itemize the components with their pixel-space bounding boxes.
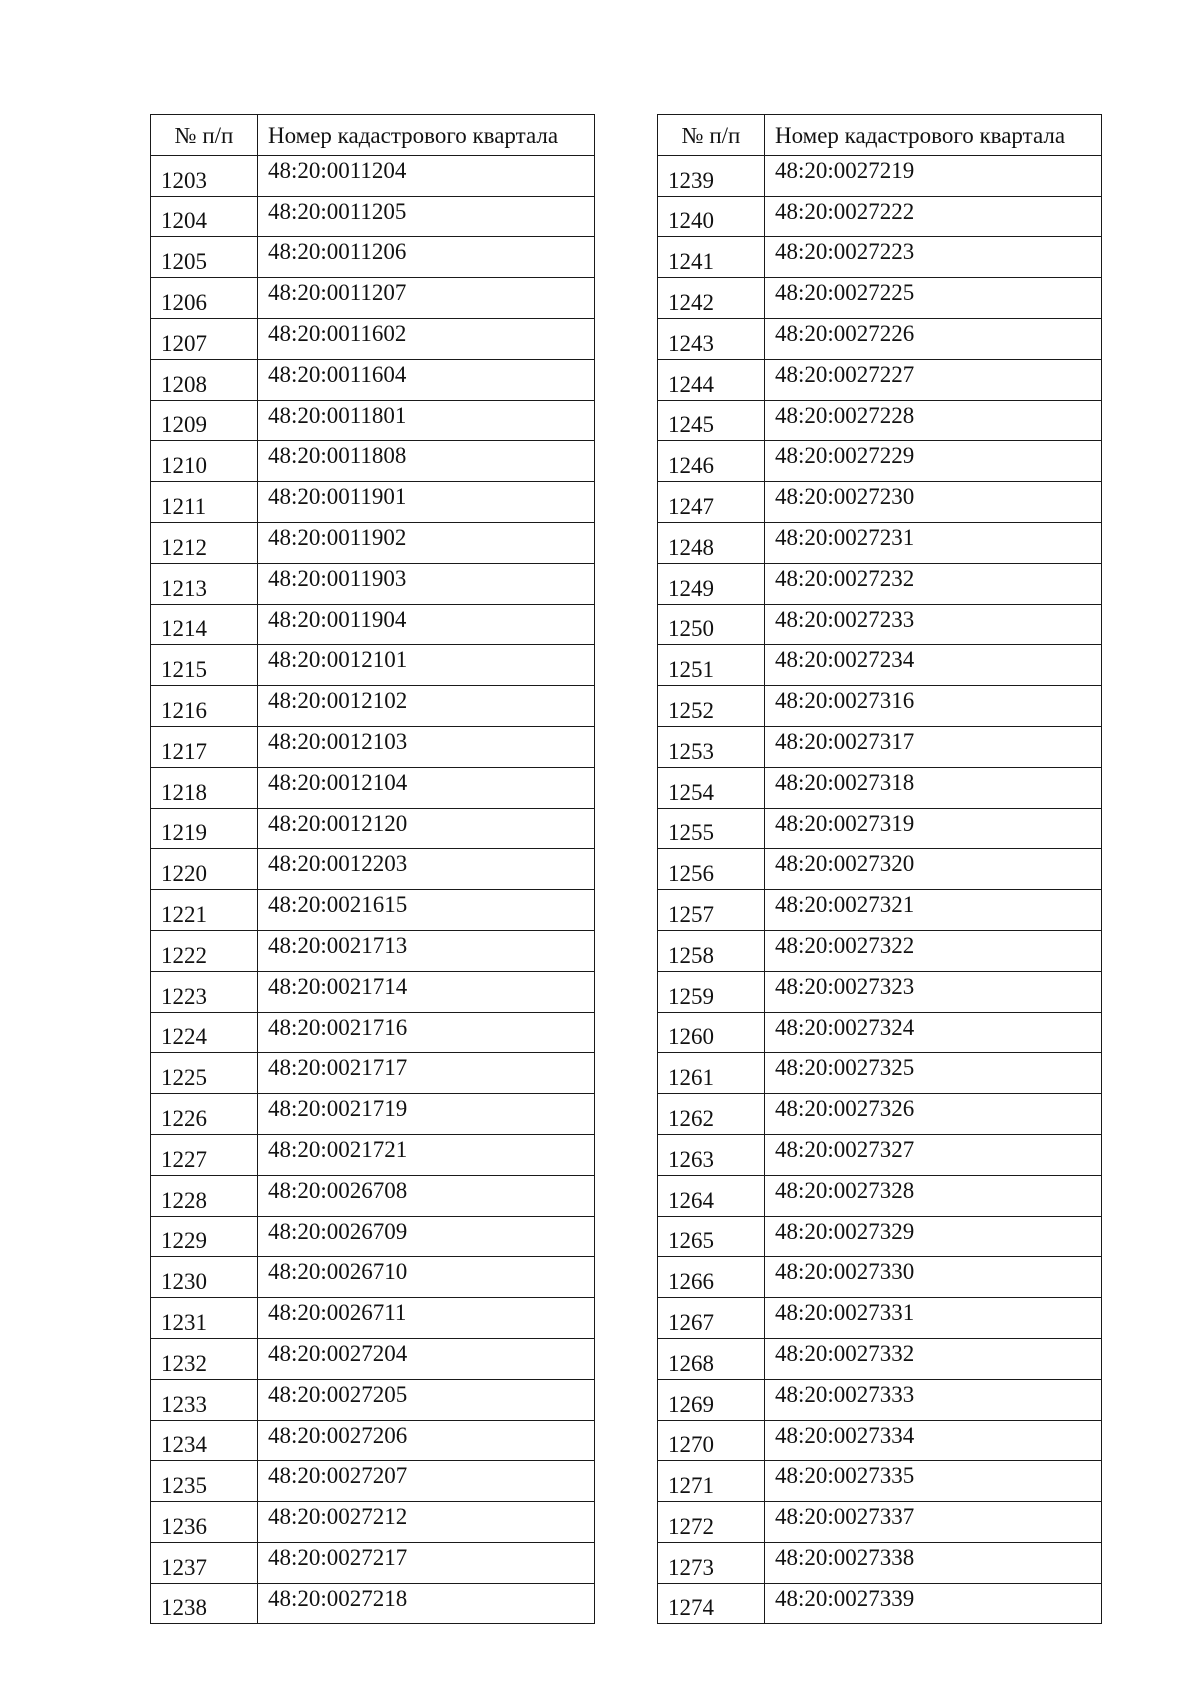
cadastral-number-cell: 48:20:0027207 bbox=[258, 1461, 595, 1502]
cadastral-number-cell: 48:20:0021717 bbox=[258, 1053, 595, 1094]
header-cadastral-quarter: Номер кадастрового квартала bbox=[765, 115, 1102, 156]
row-number-cell: 1248 bbox=[658, 522, 765, 563]
table-row bbox=[658, 1542, 1102, 1583]
header-cadastral-quarter: Номер кадастрового квартала bbox=[258, 115, 595, 156]
cadastral-number-cell: 48:20:0027334 bbox=[765, 1420, 1102, 1461]
row-number-cell: 1225 bbox=[151, 1053, 258, 1094]
table-row bbox=[658, 1216, 1102, 1257]
table-row bbox=[151, 1134, 595, 1175]
row-number-cell: 1205 bbox=[151, 237, 258, 278]
cadastral-number-cell: 48:20:0011901 bbox=[258, 482, 595, 523]
table-row bbox=[658, 1012, 1102, 1053]
row-number-cell: 1260 bbox=[658, 1012, 765, 1053]
table-row bbox=[151, 1298, 595, 1339]
row-number-cell: 1214 bbox=[151, 604, 258, 645]
cadastral-number-cell: 48:20:0027222 bbox=[765, 196, 1102, 237]
row-number-cell: 1236 bbox=[151, 1502, 258, 1543]
cadastral-number-cell: 48:20:0027332 bbox=[765, 1338, 1102, 1379]
row-number-cell: 1221 bbox=[151, 890, 258, 931]
row-number-cell: 1229 bbox=[151, 1216, 258, 1257]
cadastral-number-cell: 48:20:0027324 bbox=[765, 1012, 1102, 1053]
table-row bbox=[151, 522, 595, 563]
row-number-cell: 1250 bbox=[658, 604, 765, 645]
header-row-number: № п/п bbox=[151, 115, 258, 156]
table-row bbox=[151, 930, 595, 971]
cadastral-number-cell: 48:20:0027223 bbox=[765, 237, 1102, 278]
cadastral-number-cell: 48:20:0027227 bbox=[765, 359, 1102, 400]
table-row bbox=[658, 808, 1102, 849]
table-row bbox=[658, 726, 1102, 767]
cadastral-number-cell: 48:20:0027338 bbox=[765, 1542, 1102, 1583]
row-number-cell: 1232 bbox=[151, 1338, 258, 1379]
cadastral-number-cell: 48:20:0027231 bbox=[765, 522, 1102, 563]
row-number-cell: 1274 bbox=[658, 1583, 765, 1624]
table-row bbox=[658, 400, 1102, 441]
table-row bbox=[151, 318, 595, 359]
cadastral-number-cell: 48:20:0027320 bbox=[765, 849, 1102, 890]
cadastral-number-cell: 48:20:0027329 bbox=[765, 1216, 1102, 1257]
row-number-cell: 1261 bbox=[658, 1053, 765, 1094]
cadastral-number-cell: 48:20:0027335 bbox=[765, 1461, 1102, 1502]
row-number-cell: 1227 bbox=[151, 1134, 258, 1175]
cadastral-number-cell: 48:20:0021721 bbox=[258, 1134, 595, 1175]
row-number-cell: 1243 bbox=[658, 318, 765, 359]
cadastral-number-cell: 48:20:0021615 bbox=[258, 890, 595, 931]
row-number-cell: 1239 bbox=[658, 155, 765, 196]
table-row bbox=[658, 278, 1102, 319]
table-row bbox=[151, 1257, 595, 1298]
table-row bbox=[658, 767, 1102, 808]
row-number-cell: 1222 bbox=[151, 930, 258, 971]
table-row bbox=[658, 1094, 1102, 1135]
row-number-cell: 1251 bbox=[658, 645, 765, 686]
cadastral-table-left bbox=[150, 114, 595, 1624]
table-row bbox=[151, 1461, 595, 1502]
cadastral-number-cell: 48:20:0027317 bbox=[765, 726, 1102, 767]
table-row bbox=[151, 1175, 595, 1216]
table-row bbox=[151, 1053, 595, 1094]
table-row bbox=[151, 1338, 595, 1379]
table-row bbox=[151, 278, 595, 319]
table-row bbox=[151, 359, 595, 400]
row-number-cell: 1220 bbox=[151, 849, 258, 890]
table-row bbox=[658, 890, 1102, 931]
row-number-cell: 1238 bbox=[151, 1583, 258, 1624]
row-number-cell: 1267 bbox=[658, 1298, 765, 1339]
table-row bbox=[151, 1502, 595, 1543]
table-row bbox=[658, 604, 1102, 645]
cadastral-number-cell: 48:20:0011602 bbox=[258, 318, 595, 359]
table-row bbox=[151, 1379, 595, 1420]
cadastral-number-cell: 48:20:0026709 bbox=[258, 1216, 595, 1257]
header-row-number: № п/п bbox=[658, 115, 765, 156]
row-number-cell: 1255 bbox=[658, 808, 765, 849]
cadastral-number-cell: 48:20:0011207 bbox=[258, 278, 595, 319]
row-number-cell: 1212 bbox=[151, 522, 258, 563]
cadastral-number-cell: 48:20:0021714 bbox=[258, 971, 595, 1012]
row-number-cell: 1259 bbox=[658, 971, 765, 1012]
table-row bbox=[658, 1053, 1102, 1094]
cadastral-number-cell: 48:20:0027205 bbox=[258, 1379, 595, 1420]
table-row bbox=[151, 237, 595, 278]
table-row bbox=[658, 1257, 1102, 1298]
cadastral-number-cell: 48:20:0021713 bbox=[258, 930, 595, 971]
row-number-cell: 1217 bbox=[151, 726, 258, 767]
cadastral-number-cell: 48:20:0026708 bbox=[258, 1175, 595, 1216]
cadastral-number-cell: 48:20:0027325 bbox=[765, 1053, 1102, 1094]
table-row bbox=[658, 645, 1102, 686]
row-number-cell: 1253 bbox=[658, 726, 765, 767]
row-number-cell: 1254 bbox=[658, 767, 765, 808]
row-number-cell: 1228 bbox=[151, 1175, 258, 1216]
table-row bbox=[658, 196, 1102, 237]
cadastral-number-cell: 48:20:0027330 bbox=[765, 1257, 1102, 1298]
row-number-cell: 1237 bbox=[151, 1542, 258, 1583]
row-number-cell: 1263 bbox=[658, 1134, 765, 1175]
table-row bbox=[151, 890, 595, 931]
row-number-cell: 1218 bbox=[151, 767, 258, 808]
table-row bbox=[151, 1012, 595, 1053]
row-number-cell: 1244 bbox=[658, 359, 765, 400]
cadastral-number-cell: 48:20:0012101 bbox=[258, 645, 595, 686]
row-number-cell: 1208 bbox=[151, 359, 258, 400]
row-number-cell: 1249 bbox=[658, 563, 765, 604]
cadastral-number-cell: 48:20:0011205 bbox=[258, 196, 595, 237]
cadastral-number-cell: 48:20:0027218 bbox=[258, 1583, 595, 1624]
row-number-cell: 1272 bbox=[658, 1502, 765, 1543]
table-row bbox=[658, 1420, 1102, 1461]
table-row bbox=[658, 849, 1102, 890]
cadastral-number-cell: 48:20:0021716 bbox=[258, 1012, 595, 1053]
cadastral-number-cell: 48:20:0027229 bbox=[765, 441, 1102, 482]
row-number-cell: 1206 bbox=[151, 278, 258, 319]
cadastral-number-cell: 48:20:0027333 bbox=[765, 1379, 1102, 1420]
row-number-cell: 1252 bbox=[658, 686, 765, 727]
table-row bbox=[658, 482, 1102, 523]
cadastral-number-cell: 48:20:0027232 bbox=[765, 563, 1102, 604]
row-number-cell: 1262 bbox=[658, 1094, 765, 1135]
row-number-cell: 1264 bbox=[658, 1175, 765, 1216]
cadastral-number-cell: 48:20:0011604 bbox=[258, 359, 595, 400]
cadastral-number-cell: 48:20:0027219 bbox=[765, 155, 1102, 196]
cadastral-number-cell: 48:20:0012120 bbox=[258, 808, 595, 849]
cadastral-number-cell: 48:20:0011902 bbox=[258, 522, 595, 563]
row-number-cell: 1241 bbox=[658, 237, 765, 278]
cadastral-number-cell: 48:20:0027233 bbox=[765, 604, 1102, 645]
table-row bbox=[658, 563, 1102, 604]
table-row bbox=[658, 1175, 1102, 1216]
row-number-cell: 1204 bbox=[151, 196, 258, 237]
table-row bbox=[151, 726, 595, 767]
cadastral-number-cell: 48:20:0011801 bbox=[258, 400, 595, 441]
cadastral-number-cell: 48:20:0012203 bbox=[258, 849, 595, 890]
cadastral-number-cell: 48:20:0027234 bbox=[765, 645, 1102, 686]
row-number-cell: 1210 bbox=[151, 441, 258, 482]
cadastral-number-cell: 48:20:0011206 bbox=[258, 237, 595, 278]
row-number-cell: 1269 bbox=[658, 1379, 765, 1420]
cadastral-number-cell: 48:20:0027212 bbox=[258, 1502, 595, 1543]
row-number-cell: 1268 bbox=[658, 1338, 765, 1379]
table-row bbox=[151, 155, 595, 196]
cadastral-number-cell: 48:20:0027225 bbox=[765, 278, 1102, 319]
row-number-cell: 1231 bbox=[151, 1298, 258, 1339]
table-row bbox=[151, 196, 595, 237]
table-row bbox=[151, 1420, 595, 1461]
table-row bbox=[151, 604, 595, 645]
table-row bbox=[658, 1134, 1102, 1175]
row-number-cell: 1271 bbox=[658, 1461, 765, 1502]
cadastral-number-cell: 48:20:0012103 bbox=[258, 726, 595, 767]
row-number-cell: 1265 bbox=[658, 1216, 765, 1257]
table-row bbox=[658, 237, 1102, 278]
row-number-cell: 1247 bbox=[658, 482, 765, 523]
row-number-cell: 1230 bbox=[151, 1257, 258, 1298]
table-row bbox=[151, 482, 595, 523]
cadastral-number-cell: 48:20:0027321 bbox=[765, 890, 1102, 931]
cadastral-number-cell: 48:20:0027228 bbox=[765, 400, 1102, 441]
table-row bbox=[151, 686, 595, 727]
table-row bbox=[151, 1216, 595, 1257]
row-number-cell: 1245 bbox=[658, 400, 765, 441]
cadastral-number-cell: 48:20:0012102 bbox=[258, 686, 595, 727]
cadastral-number-cell: 48:20:0012104 bbox=[258, 767, 595, 808]
table-header-row bbox=[151, 115, 595, 156]
row-number-cell: 1270 bbox=[658, 1420, 765, 1461]
table-row bbox=[151, 1583, 595, 1624]
table-row bbox=[658, 971, 1102, 1012]
table-row bbox=[151, 1542, 595, 1583]
row-number-cell: 1219 bbox=[151, 808, 258, 849]
row-number-cell: 1216 bbox=[151, 686, 258, 727]
row-number-cell: 1207 bbox=[151, 318, 258, 359]
table-row bbox=[658, 522, 1102, 563]
cadastral-number-cell: 48:20:0027328 bbox=[765, 1175, 1102, 1216]
table-row bbox=[658, 359, 1102, 400]
cadastral-number-cell: 48:20:0027337 bbox=[765, 1502, 1102, 1543]
table-row bbox=[658, 1338, 1102, 1379]
table-row bbox=[658, 441, 1102, 482]
table-row bbox=[151, 441, 595, 482]
cadastral-number-cell: 48:20:0027322 bbox=[765, 930, 1102, 971]
cadastral-number-cell: 48:20:0027326 bbox=[765, 1094, 1102, 1135]
table-row bbox=[658, 1298, 1102, 1339]
row-number-cell: 1273 bbox=[658, 1542, 765, 1583]
cadastral-number-cell: 48:20:0027327 bbox=[765, 1134, 1102, 1175]
cadastral-number-cell: 48:20:0011204 bbox=[258, 155, 595, 196]
table-row bbox=[658, 686, 1102, 727]
table-row bbox=[151, 971, 595, 1012]
row-number-cell: 1215 bbox=[151, 645, 258, 686]
table-row bbox=[658, 318, 1102, 359]
row-number-cell: 1246 bbox=[658, 441, 765, 482]
table-header-row bbox=[658, 115, 1102, 156]
cadastral-number-cell: 48:20:0027204 bbox=[258, 1338, 595, 1379]
row-number-cell: 1240 bbox=[658, 196, 765, 237]
row-number-cell: 1211 bbox=[151, 482, 258, 523]
table-row bbox=[658, 1379, 1102, 1420]
row-number-cell: 1203 bbox=[151, 155, 258, 196]
row-number-cell: 1209 bbox=[151, 400, 258, 441]
cadastral-number-cell: 48:20:0027230 bbox=[765, 482, 1102, 523]
cadastral-number-cell: 48:20:0011808 bbox=[258, 441, 595, 482]
cadastral-number-cell: 48:20:0027217 bbox=[258, 1542, 595, 1583]
cadastral-number-cell: 48:20:0026710 bbox=[258, 1257, 595, 1298]
row-number-cell: 1235 bbox=[151, 1461, 258, 1502]
table-row bbox=[658, 930, 1102, 971]
table-row bbox=[151, 849, 595, 890]
row-number-cell: 1242 bbox=[658, 278, 765, 319]
row-number-cell: 1226 bbox=[151, 1094, 258, 1135]
cadastral-number-cell: 48:20:0011904 bbox=[258, 604, 595, 645]
table-row bbox=[151, 400, 595, 441]
row-number-cell: 1233 bbox=[151, 1379, 258, 1420]
row-number-cell: 1258 bbox=[658, 930, 765, 971]
cadastral-number-cell: 48:20:0027318 bbox=[765, 767, 1102, 808]
row-number-cell: 1234 bbox=[151, 1420, 258, 1461]
cadastral-number-cell: 48:20:0027323 bbox=[765, 971, 1102, 1012]
table-row bbox=[151, 645, 595, 686]
row-number-cell: 1257 bbox=[658, 890, 765, 931]
table-row bbox=[658, 155, 1102, 196]
cadastral-number-cell: 48:20:0021719 bbox=[258, 1094, 595, 1135]
row-number-cell: 1223 bbox=[151, 971, 258, 1012]
cadastral-number-cell: 48:20:0011903 bbox=[258, 563, 595, 604]
row-number-cell: 1266 bbox=[658, 1257, 765, 1298]
table-row bbox=[151, 563, 595, 604]
cadastral-number-cell: 48:20:0027339 bbox=[765, 1583, 1102, 1624]
table-row bbox=[151, 767, 595, 808]
cadastral-number-cell: 48:20:0026711 bbox=[258, 1298, 595, 1339]
cadastral-number-cell: 48:20:0027206 bbox=[258, 1420, 595, 1461]
row-number-cell: 1224 bbox=[151, 1012, 258, 1053]
table-row bbox=[658, 1583, 1102, 1624]
row-number-cell: 1213 bbox=[151, 563, 258, 604]
cadastral-number-cell: 48:20:0027226 bbox=[765, 318, 1102, 359]
row-number-cell: 1256 bbox=[658, 849, 765, 890]
cadastral-number-cell: 48:20:0027316 bbox=[765, 686, 1102, 727]
cadastral-number-cell: 48:20:0027319 bbox=[765, 808, 1102, 849]
cadastral-number-cell: 48:20:0027331 bbox=[765, 1298, 1102, 1339]
table-row bbox=[151, 1094, 595, 1135]
table-row bbox=[658, 1461, 1102, 1502]
table-row bbox=[151, 808, 595, 849]
table-row bbox=[658, 1502, 1102, 1543]
cadastral-table-right bbox=[657, 114, 1102, 1624]
